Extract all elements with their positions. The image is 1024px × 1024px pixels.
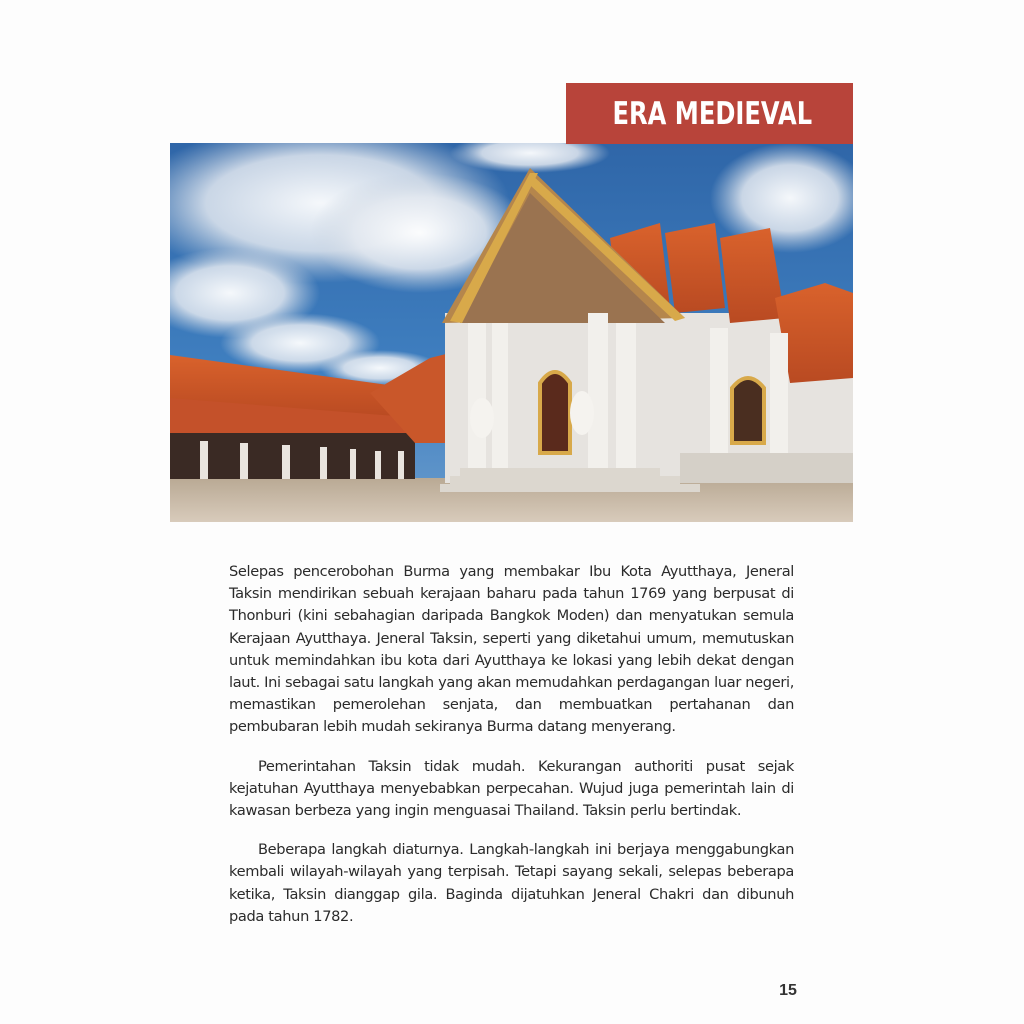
paragraph-2: Pemerintahan Taksin tidak mudah. Kekurangan authoriti pusat sejak kejatuhan Ayutthaya menyebabkan perpecahan. Wujud juga pemerintah lain di kawasan berbeza yang ingin menguasai Thailand. Taksin perlu bertindak. [229,757,794,820]
page-number: 15 [779,982,797,999]
chapter-title: ERA MEDIEVAL [612,95,812,132]
temple-photo [170,143,853,522]
paragraph-3: Beberapa langkah diaturnya. Langkah-langkah ini berjaya menggabungkan kembali wilayah-wilayah yang terpisah. Tetapi sayang sekali, selepas beberapa ketika, Taksin dianggap gila. Baginda dijatuhkan Jeneral Chakri dan dibunuh pada tahun 1782. [229,841,794,925]
temple-illustration [170,143,853,522]
paragraph-1: Selepas pencerobohan Burma yang membakar Ibu Kota Ayutthaya, Jeneral Taksin mendirikan sebuah kerajaan baharu pada tahun 1769 yang berpusat di Thonburi (kini sebahagian daripada Bangkok Moden) dan menyatukan semula Kerajaan Ayutthaya. Jeneral Taksin, seperti yang diketahui umum, memutuskan untuk memindahkan ibu kota dari Ayutthaya ke lokasi yang lebih dekat dengan laut. Ini sebagai satu langkah yang akan memudahkan perdagangan luar negeri, memastikan pemerolehan senjata, dan membuatkan pertahanan dan pembubaran lebih mudah sekiranya Burma datang menyerang. [229,563,794,736]
chapter-banner [566,83,853,144]
article-body [229,561,794,945]
